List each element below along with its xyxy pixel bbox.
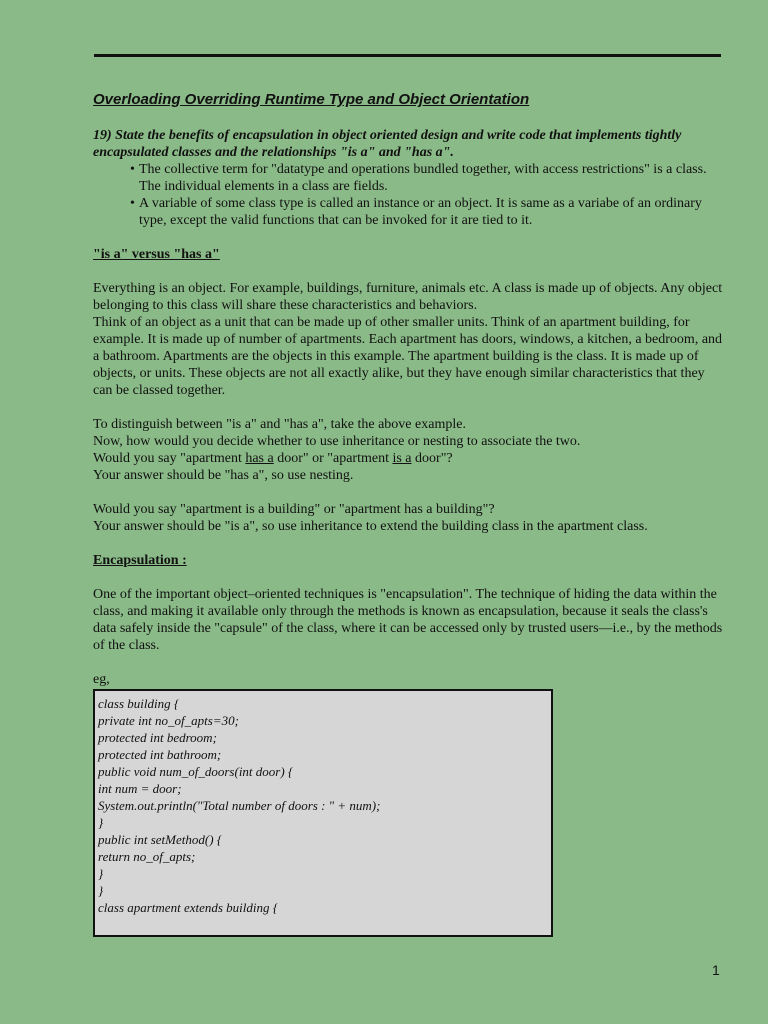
code-line: int num = door;	[98, 781, 182, 796]
isa-heading: "is a" versus "has a"	[93, 247, 220, 262]
page-title: Overloading Overriding Runtime Type and Object Orientation	[93, 91, 530, 108]
paragraph-objects: Everything is an object. For example, buildings, furniture, animals etc. A class is made up of objects. Any object belonging to this class will share these characteristics and behaviors.	[93, 281, 723, 313]
code-line: }	[98, 866, 104, 881]
code-block	[93, 689, 553, 937]
code-line: protected int bedroom;	[98, 730, 217, 745]
text-line: Your answer should be "is a", so use inheritance to extend the building class in the apartment class.	[93, 519, 648, 534]
text-line: Would you say "apartment has a door" or "apartment is a door"?	[93, 451, 453, 466]
code-line: class apartment extends building {	[98, 900, 278, 915]
page-number: 1	[712, 962, 720, 978]
code-line: }	[98, 883, 104, 898]
code-line: class building {	[98, 696, 180, 711]
code-line: protected int bathroom;	[98, 747, 222, 762]
code-line: private int no_of_apts=30;	[98, 713, 239, 728]
code-line: public int setMethod() {	[98, 832, 222, 847]
question-text: 19) State the benefits of encapsulation in object oriented design and write code that implements tightly encapsulated classes and the relationships "is a" and "has a".	[93, 128, 682, 160]
text-line: Would you say "apartment is a building" or "apartment has a building"?	[93, 502, 495, 517]
code-line: System.out.println("Total number of doors : " + num);	[98, 798, 381, 813]
code-line: public void num_of_doors(int door) {	[98, 764, 294, 779]
code-line: }	[98, 815, 104, 830]
bullet-list	[93, 161, 723, 229]
example-label: eg,	[93, 672, 110, 687]
text-line: Now, how would you decide whether to use inheritance or nesting to associate the two.	[93, 434, 581, 449]
bullet-item: • A variable of some class type is called an instance or an object. It is same as a variabe of an ordinary type, except the valid functions that can be invoked for it are tied to it.	[139, 195, 723, 229]
code-line: return no_of_apts;	[98, 849, 196, 864]
document-body	[93, 90, 723, 937]
encapsulation-heading: Encapsulation :	[93, 553, 187, 568]
paragraph-encapsulation: One of the important object–oriented techniques is "encapsulation". The technique of hiding the data within the class, and making it available only through the methods is known as encapsulation, because it seals the class's data safely inside the "capsule" of the class, where it can be accessed only by trusted users––i.e., by the methods of the class.	[93, 587, 723, 653]
bullet-item: • The collective term for "datatype and operations bundled together, with access restrictions" is a class. The individual elements in a class are fields.	[139, 161, 723, 195]
paragraph-apartment: Think of an object as a unit that can be made up of other smaller units. Think of an apartment building, for example. It is made up of number of apartments. Each apartment has doors, windows, a kitchen, a bedroom, and a bathroom. Apartments are the objects in this example. The apartment building is the class. It is made up of objects, or units. These objects are not all exactly alike, but they have enough similar characteristics that they can be classed together.	[93, 315, 723, 398]
header-rule	[94, 54, 721, 57]
text-line: To distinguish between "is a" and "has a", take the above example.	[93, 417, 466, 432]
text-line: Your answer should be "has a", so use nesting.	[93, 468, 354, 483]
